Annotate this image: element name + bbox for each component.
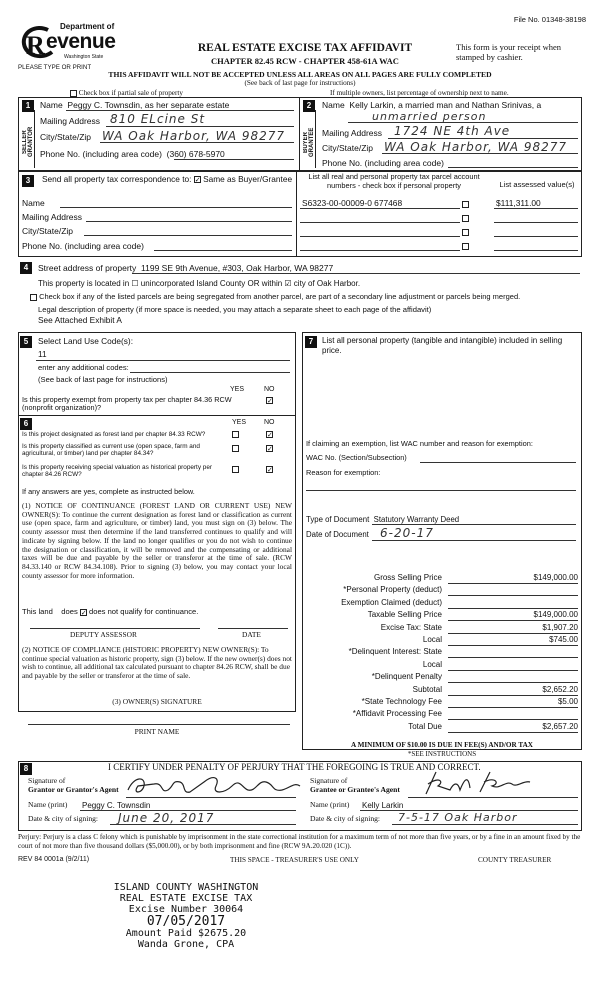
doc-type-label: Type of Document [306,515,370,524]
grantee-sig-line [408,797,578,798]
parcel-line-3 [300,236,460,237]
grantor-sig-label-2: Grantor or Grantor's Agent [28,785,119,794]
exemption-label: If claiming an exemption, list WAC number and reason for exemption: [306,439,533,448]
assessed-line-2 [494,222,578,223]
fee-row [305,573,580,584]
print-name-line [28,724,290,725]
corr-mailing-line [86,221,292,222]
correspondence-row [42,175,292,185]
this-land-label: This land [22,607,53,616]
stamp-tax: REAL ESTATE EXCISE TAX [119,893,253,904]
revenue-logo [18,20,128,64]
street-label: Street address of property [38,263,137,273]
seller-side-rule [34,110,35,168]
buyer-phone-label: Phone No. (including area code) [322,158,444,168]
deputy-assessor-label: DEPUTY ASSESSOR [70,630,137,639]
land-use-code: 11 [38,349,47,359]
section-7-number: 7 [305,336,317,348]
section-5-number: 5 [20,336,32,348]
certify-statement: I CERTIFY UNDER PENALTY OF PERJURY THAT THE FOREGOING IS TRUE AND CORRECT. [108,762,481,772]
sec6-no: NO [264,419,275,426]
additional-codes-line [130,372,290,373]
doc-type-row [306,515,459,524]
segregated-label: Check box if any of the listed parcels are being segregated from another parcel, are part of a secondary line adjustment or parcels being merged. [39,292,521,301]
grantee-signature [420,768,540,798]
seller-name: Peggy C. Townsdin, as her separate estate [67,100,230,110]
corr-mailing-label: Mailing Address [22,212,83,222]
current-use-question: Is this property classified as current use (open space, farm and agricultural, or timber) land per chapter 84.34? [22,443,200,458]
assessed-value: $111,311.00 [496,198,541,208]
wac-label: WAC No. (Section/Subsection) [306,453,407,462]
forest-question: Is this project designated as forest land per chapter 84.33 RCW? [22,431,206,438]
please-type: PLEASE TYPE OR PRINT [18,64,92,71]
section-divider [299,97,300,171]
exempt-question: Is this property exempt from property tax per chapter 84.36 RCW (nonprofit organization)? [22,395,232,413]
street-line [132,273,580,274]
land-use-line [36,360,290,361]
buyer-name-row [322,100,541,110]
section-1-number: 1 [22,100,34,112]
street-address: 1199 SE 9th Avenue, #303, Oak Harbor, WA 98277 [141,263,334,273]
doc-date-label: Date of Document [306,530,369,539]
buyer-name-label: Name [322,100,345,110]
seller-phone-row [40,149,225,159]
parcel-header: List all real and personal property tax parcel account numbers - check box if personal property [308,172,480,190]
seller-name-label: Name [40,100,63,110]
fee-label: Gross Selling Price [373,573,442,582]
county-treasurer-label: COUNTY TREASURER [478,856,552,864]
fee-row [305,685,580,696]
receipt-note: This form is your receipt when stamped by cashier. [456,42,562,63]
treasurer-space-label: THIS SPACE - TREASURER'S USE ONLY [230,856,359,864]
deputy-date-label: DATE [242,630,261,639]
see-instructions: *SEE INSTRUCTIONS [407,750,477,758]
seller-mailing-line [106,126,294,127]
treasurer-stamp [96,882,276,950]
current-use-yes-checkbox[interactable] [232,445,239,452]
fee-row [305,610,580,621]
corr-phone-line [154,250,292,251]
notice-compliance: (2) NOTICE OF COMPLIANCE (HISTORIC PROPERTY) NEW OWNER(S): To continue special valuation as historic property, sign (3) below. If the new owner(s) does not wish to continue, all additional tax calculated pursuant to chapter 84.26 RCW, shall be due and payable by the seller or transferor at the time of sale. [22,645,292,681]
grantor-name-print-label: Name (print) [28,800,68,809]
buyer-mailing-line [388,138,578,139]
assessed-line-4 [494,250,578,251]
reason-label: Reason for exemption: [306,468,381,477]
grantor-date-label: Date & city of signing: [28,814,99,823]
land-use-label: Select Land Use Code(s): [38,336,134,346]
fee-label: Exemption Claimed (deduct) [341,597,442,607]
this-land-row [22,607,198,616]
additional-codes-label: enter any additional codes: [38,363,129,372]
stamp-date: 07/05/2017 [146,914,226,929]
grantor-sig-label-1: Signature of [28,776,66,785]
assessed-line-3 [494,236,578,237]
see-back-note: (See back of last page for instructions) [244,79,356,87]
doc-type: Statutory Warranty Deed [373,515,460,524]
fee-value [448,585,578,596]
fee-value: $149,000.00 [448,610,578,621]
buyer-side-rule [315,110,316,168]
logo-state: Washington State [64,54,104,60]
section-4-number: 4 [20,262,32,274]
seller-name-line [66,110,294,111]
stamp-amount: Amount Paid $2675.20 [125,928,247,939]
form-chapter: CHAPTER 82.45 RCW - CHAPTER 458-61A WAC [211,56,399,66]
seller-mailing: 810 ELcine St [110,112,206,126]
street-row [38,263,333,273]
fee-row [305,635,580,646]
section-8-number: 8 [20,763,32,775]
seller-phone: (360) 678-5970 [166,149,225,159]
fee-row [305,722,580,733]
historic-yes-checkbox[interactable] [232,466,239,473]
fee-value [448,660,578,671]
sec6-yes: YES [232,419,247,426]
seller-phone-line [174,159,294,160]
buyer-mailing: 1724 NE 4th Ave [394,124,511,138]
personal-property-label: List all personal property (tangible and intangible) included in selling price. [322,336,563,355]
partial-sale-label: Check box if partial sale of property [78,89,183,97]
grantee-date: 7-5-17 Oak Harbor [398,811,518,824]
svg-text:R: R [26,31,45,60]
deputy-line [30,628,200,629]
seller-name-row [40,100,229,110]
same-as-label: Same as Buyer/Grantee [203,174,293,184]
seller-city: WA Oak Harbor, WA 98277 [102,129,286,143]
land-use-no: NO [264,386,275,393]
buyer-mailing-label: Mailing Address [322,128,383,138]
grantor-date-line [110,824,296,825]
stamp-excise-number: Excise Number 30064 [128,904,244,915]
fee-label: *Personal Property (deduct) [343,585,442,595]
grantee-name-print: Kelly Larkin [362,801,404,810]
property-location: This property is located in ☐ unincorporated Island County OR within ☑ city of Oak Harbor. [38,279,361,288]
fee-value: $2,657.20 [448,722,578,733]
forest-no-checkbox[interactable]: ✓ [267,431,273,439]
legal-description-label: Legal description of property (if more space is needed, you may attach a separate sheet to each page of the affidavit) [38,305,432,314]
if-yes-note: If any answers are yes, complete as instructed below. [22,487,195,496]
forest-yes-checkbox[interactable] [232,431,239,438]
parcel-checkbox-2[interactable] [462,215,469,222]
section-6-number: 6 [20,418,32,430]
fee-value [448,598,578,609]
fee-label: *Delinquent Interest: State [348,647,442,657]
grantee-sig-label-1: Signature of [310,776,348,785]
logo-name: evenue [46,30,116,53]
does-not-label: does not qualify for continuance. [89,607,199,616]
buyer-phone-line [448,167,578,168]
buyer-name: Kelly Larkin, a married man and Nathan Srinivas, a [349,100,542,110]
doc-date: 6-20-17 [380,526,434,540]
fee-label: *Delinquent Penalty [371,672,442,682]
section-3-number: 3 [22,175,34,187]
parcel-line-2 [300,222,460,223]
section-2-number: 2 [303,100,315,112]
grantee-date-line [392,824,578,825]
segregated-checkbox[interactable] [30,294,37,301]
grantor-date: June 20, 2017 [118,811,215,825]
grantor-signature [124,772,304,800]
fee-row [305,672,580,683]
reason-line [306,490,576,491]
section-3-divider [296,171,297,257]
buyer-city-label: City/State/Zip [322,143,374,153]
legal-exhibit: See Attached Exhibit A [38,315,122,325]
minimum-fee-note: A MINIMUM OF $10.00 IS DUE IN FEE(S) AND/OR TAX [351,741,533,749]
parcel-line-1 [300,208,460,209]
fee-row [305,660,580,671]
buyer-name-line [348,122,578,123]
doc-type-line [372,524,576,525]
seller-city-line [100,142,294,143]
grantee-sig-label-2: Grantee or Grantee's Agent [310,785,400,794]
multiple-owners-note: If multiple owners, list percentage of ownership next to name. [330,89,509,97]
not-accepted-notice: THIS AFFIDAVIT WILL NOT BE ACCEPTED UNLESS ALL AREAS ON ALL PAGES ARE FULLY COMPLETED [108,70,492,79]
fee-row [305,585,580,596]
corr-city-label: City/State/Zip [22,226,74,236]
fee-label: Local [422,659,442,669]
segregated-row [30,292,520,301]
logo-dept: Department of [60,22,115,31]
form-title: REAL ESTATE EXCISE TAX AFFIDAVIT [197,42,413,54]
parcel-number: S6323-00-00009-0 677468 [302,198,403,208]
rev-number: REV 84 0001a (9/2/11) [18,856,90,863]
perjury-notice: Perjury: Perjury is a class C felony which is punishable by imprisonment in the state correctional institution for a maximum term of not more than five years, or by a fine in an amount fixed by the court of not more than five thousand dollars ($5,000.00), or by both imprisonment and fine (RCW 9A.20.020 (1C)). [18,833,581,850]
fee-row [305,709,580,720]
buyer-city-line [382,153,578,154]
owner-signature-label: (3) OWNER(S) SIGNATURE [112,697,202,706]
partial-sale-checkbox[interactable] [70,90,77,97]
fee-label: Total Due [408,721,442,731]
same-as-buyer-checkbox[interactable]: ✓ [194,177,201,185]
seller-side-label: SELLER GRANTOR [22,126,34,158]
fee-value: $5.00 [448,697,578,708]
fee-value [448,672,578,683]
grantor-name-print: Peggy C. Townsdin [82,801,151,810]
stamp-county: ISLAND COUNTY WASHINGTON [113,882,259,893]
section-6-rule [18,415,296,416]
notice-continuance: (1) NOTICE OF CONTINUANCE (FOREST LAND OR CURRENT USE) NEW OWNER(S): To continue the current designation as forest land or classification as current use (open space, farm and agriculture, or timber) land, you must sign on (3) below. The county assessor must then determine if the land transferred continues to qualify and will indicate by signing below. If the land no longer qualifies or you do not wish to continue the designation or classification, it will be removed and the compensating or additional taxes will be due and payable by the seller or transferor at the time of sale. (RCW 84.33.140 or RCW 84.34.108). Prior to signing (3) below, you may contact your local county assessor for more information. [22,501,292,580]
current-use-no-checkbox[interactable]: ✓ [267,445,273,453]
fee-label: Local [422,635,442,644]
correspondence-label: Send all property tax correspondence to: [42,174,192,184]
assessed-header: List assessed value(s) [499,180,575,189]
parcel-line-4 [300,250,460,251]
fee-value [448,647,578,658]
deputy-date-line [218,628,288,629]
grantee-date-label: Date & city of signing: [310,814,381,823]
fee-value [448,709,578,720]
fee-value: $149,000.00 [448,573,578,584]
wac-line [420,462,576,463]
historic-question: Is this property receiving special valuation as historical property per chapter 84.26 RCW? [22,464,213,479]
does-not-checkbox[interactable]: ✓ [80,609,87,617]
corr-city-line [84,235,292,236]
exempt-no-checkbox[interactable]: ✓ [267,397,273,405]
parcel-checkbox-4[interactable] [462,243,469,250]
fee-value: $1,907.20 [448,623,578,634]
land-use-see-back: (See back of last page for instructions) [38,375,168,384]
doc-date-line [372,540,576,541]
seller-city-label: City/State/Zip [40,132,92,142]
fee-row [305,623,580,634]
fee-label: Excise Tax: State [380,622,442,632]
fee-value: $745.00 [448,635,578,646]
stamp-treasurer: Wanda Grone, CPA [137,939,235,950]
buyer-city: WA Oak Harbor, WA 98277 [384,140,568,154]
file-number: File No. 01348-38198 [513,15,586,24]
grantee-name-print-label: Name (print) [310,800,350,809]
print-name-label: PRINT NAME [134,727,180,736]
fee-label: Taxable Selling Price [367,610,442,620]
does-label: does [61,607,78,616]
fee-row [305,598,580,609]
buyer-side-label: BUYER GRANTEE [303,127,315,157]
fee-label: Subtotal [412,684,442,694]
fee-label: *Affidavit Processing Fee [352,709,442,719]
fee-value: $2,652.20 [448,685,578,696]
grantor-sig-line [126,797,296,798]
assessed-line-1 [494,208,578,209]
historic-no-checkbox[interactable]: ✓ [267,466,273,474]
seller-phone-label: Phone No. (including area code) [40,149,162,159]
fee-row [305,697,580,708]
corr-phone-label: Phone No. (including area code) [22,241,144,251]
buyer-name-hand: unmarried person [372,110,487,123]
land-use-yes: YES [230,386,245,393]
seller-mailing-label: Mailing Address [40,116,101,126]
parcel-checkbox-1[interactable] [462,201,469,208]
fee-row [305,647,580,658]
corr-name-line [60,207,292,208]
fee-label: *State Technology Fee [361,697,442,706]
corr-name-label: Name [22,198,45,208]
parcel-checkbox-3[interactable] [462,229,469,236]
